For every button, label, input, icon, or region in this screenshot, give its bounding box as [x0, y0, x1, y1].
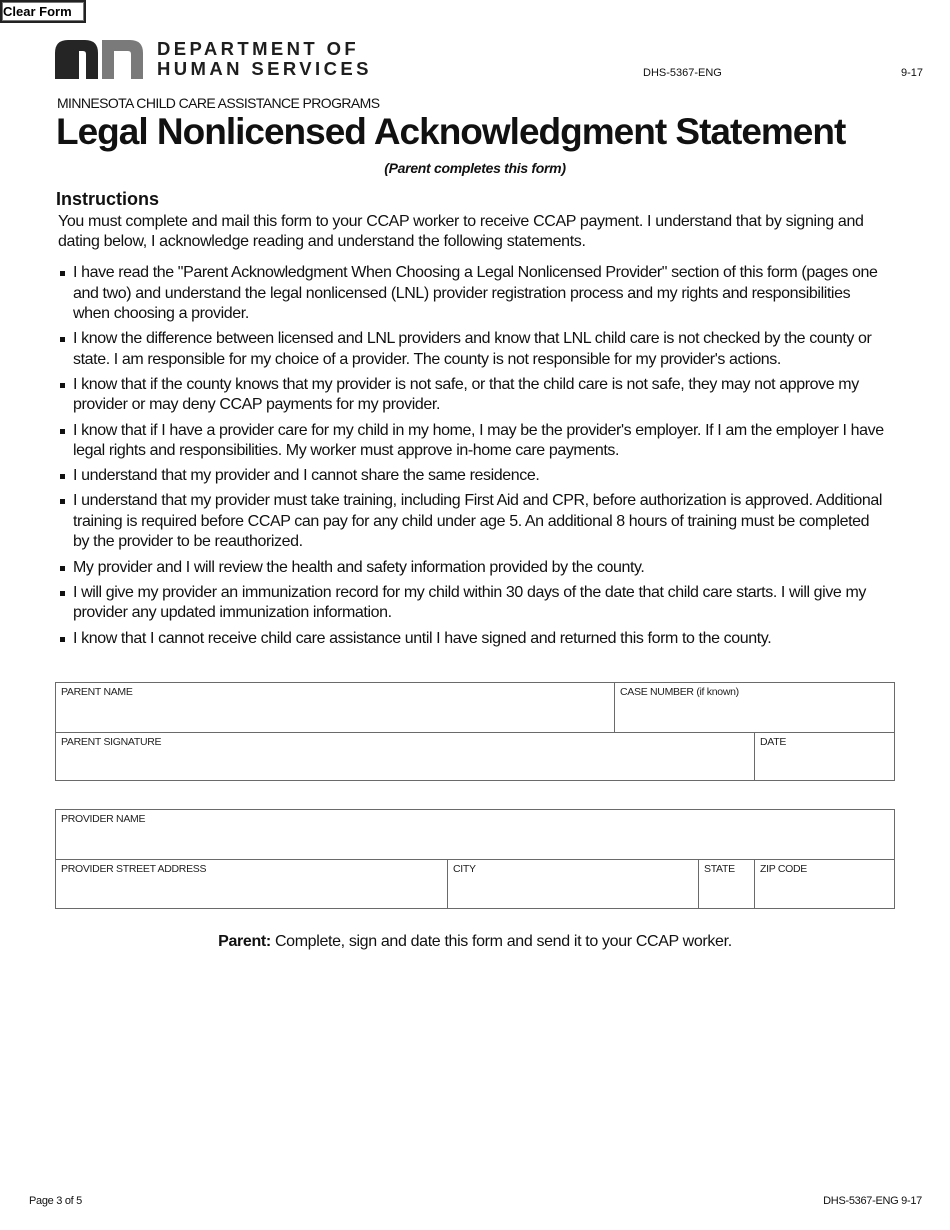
parent-signature-field[interactable]: [56, 733, 754, 781]
date-label: DATE: [760, 736, 787, 748]
parent-instruction: [0, 933, 950, 951]
statement-item: I will give my provider an immunization record for my child within 30 days of the date that child care starts. I will give my provider any updated immunization information.: [58, 583, 886, 624]
statement-item: I understand that my provider and I cannot share the same residence.: [58, 466, 886, 487]
street-address-label: PROVIDER STREET ADDRESS: [61, 863, 207, 875]
page-number: Page 3 of 5: [29, 1195, 82, 1207]
provider-name-field[interactable]: [56, 810, 894, 859]
page-title: Legal Nonlicensed Acknowledgment Statement: [56, 111, 846, 152]
city-input[interactable]: [452, 883, 694, 905]
city-label: CITY: [453, 863, 476, 875]
clear-form-button[interactable]: Clear Form: [0, 0, 86, 23]
case-number-label: CASE NUMBER (if known): [620, 686, 739, 698]
program-name: MINNESOTA CHILD CARE ASSISTANCE PROGRAMS: [57, 95, 380, 111]
date-input[interactable]: [759, 755, 891, 777]
statement-item: I know that if the county knows that my provider is not safe, or that the child care is not safe, they may not approve my provider or may deny CCAP payments for my provider.: [58, 375, 886, 416]
instructions-heading: Instructions: [56, 189, 160, 209]
zip-code-label: ZIP CODE: [760, 863, 807, 875]
parent-instruction-text: Complete, sign and date this form and send it to your CCAP worker.: [270, 933, 732, 950]
parent-name-field[interactable]: [56, 683, 614, 732]
instructions-intro: You must complete and mail this form to your CCAP worker to receive CCAP payment. I understand that by signing and dating below, I acknowledge reading and understand the following statements.: [58, 213, 864, 250]
form-code: DHS-5367-ENG: [643, 67, 722, 79]
parent-signature-label: PARENT SIGNATURE: [61, 736, 162, 748]
state-input[interactable]: [703, 883, 750, 905]
case-number-field[interactable]: [615, 683, 895, 732]
page-subtitle: (Parent completes this form): [384, 160, 566, 176]
parent-signature-input[interactable]: [60, 755, 750, 777]
street-address-field[interactable]: [56, 860, 447, 909]
statement-item: I know the difference between licensed and LNL providers and know that LNL child care is not checked by the county or state. I am responsible for my choice of a provider. The county is not responsible for my provider's actions.: [58, 329, 886, 370]
logo-wordmark: [157, 39, 372, 79]
statement-item: I know that if I have a provider care for my child in my home, I may be the provider's employer. If I am the employer I have legal rights and responsibilities. My worker must approve in-home care payments.: [58, 421, 886, 462]
state-label: STATE: [704, 863, 735, 875]
provider-name-label: PROVIDER NAME: [61, 813, 146, 825]
mn-logo-icon: [55, 39, 145, 79]
street-address-input[interactable]: [60, 883, 443, 905]
statement-item: My provider and I will review the health and safety information provided by the county.: [58, 558, 886, 579]
parent-info-box: [55, 682, 895, 781]
state-field[interactable]: [699, 860, 754, 909]
parent-name-input[interactable]: [60, 706, 610, 728]
statement-item: I have read the "Parent Acknowledgment When Choosing a Legal Nonlicensed Provider" section of this form (pages one and two) and understand the legal nonlicensed (LNL) provider registration process and my rights and responsibilities when choosing a provider.: [58, 263, 886, 325]
footer-form-code: DHS-5367-ENG 9-17: [823, 1195, 922, 1207]
city-field[interactable]: [448, 860, 698, 909]
logo-line-2: HUMAN SERVICES: [157, 58, 372, 79]
statement-item: I understand that my provider must take training, including First Aid and CPR, before authorization is approved. Additional training is required before CCAP can pay for any child under age 5. An additional 8 hours of training must be completed by the provider to be reauthorized.: [58, 491, 886, 553]
statement-list: [58, 263, 886, 654]
statement-item: I know that I cannot receive child care assistance until I have signed and returned this form to the county.: [58, 629, 886, 650]
form-date: 9-17: [901, 67, 924, 79]
zip-code-input[interactable]: [759, 883, 890, 905]
case-number-input[interactable]: [619, 706, 891, 728]
logo-line-1: DEPARTMENT OF: [157, 38, 360, 59]
parent-name-label: PARENT NAME: [61, 686, 133, 698]
parent-instruction-label: Parent:: [218, 933, 271, 950]
provider-name-input[interactable]: [60, 833, 890, 855]
zip-code-field[interactable]: [755, 860, 894, 909]
provider-info-box: [55, 809, 895, 909]
date-field[interactable]: [755, 733, 895, 781]
